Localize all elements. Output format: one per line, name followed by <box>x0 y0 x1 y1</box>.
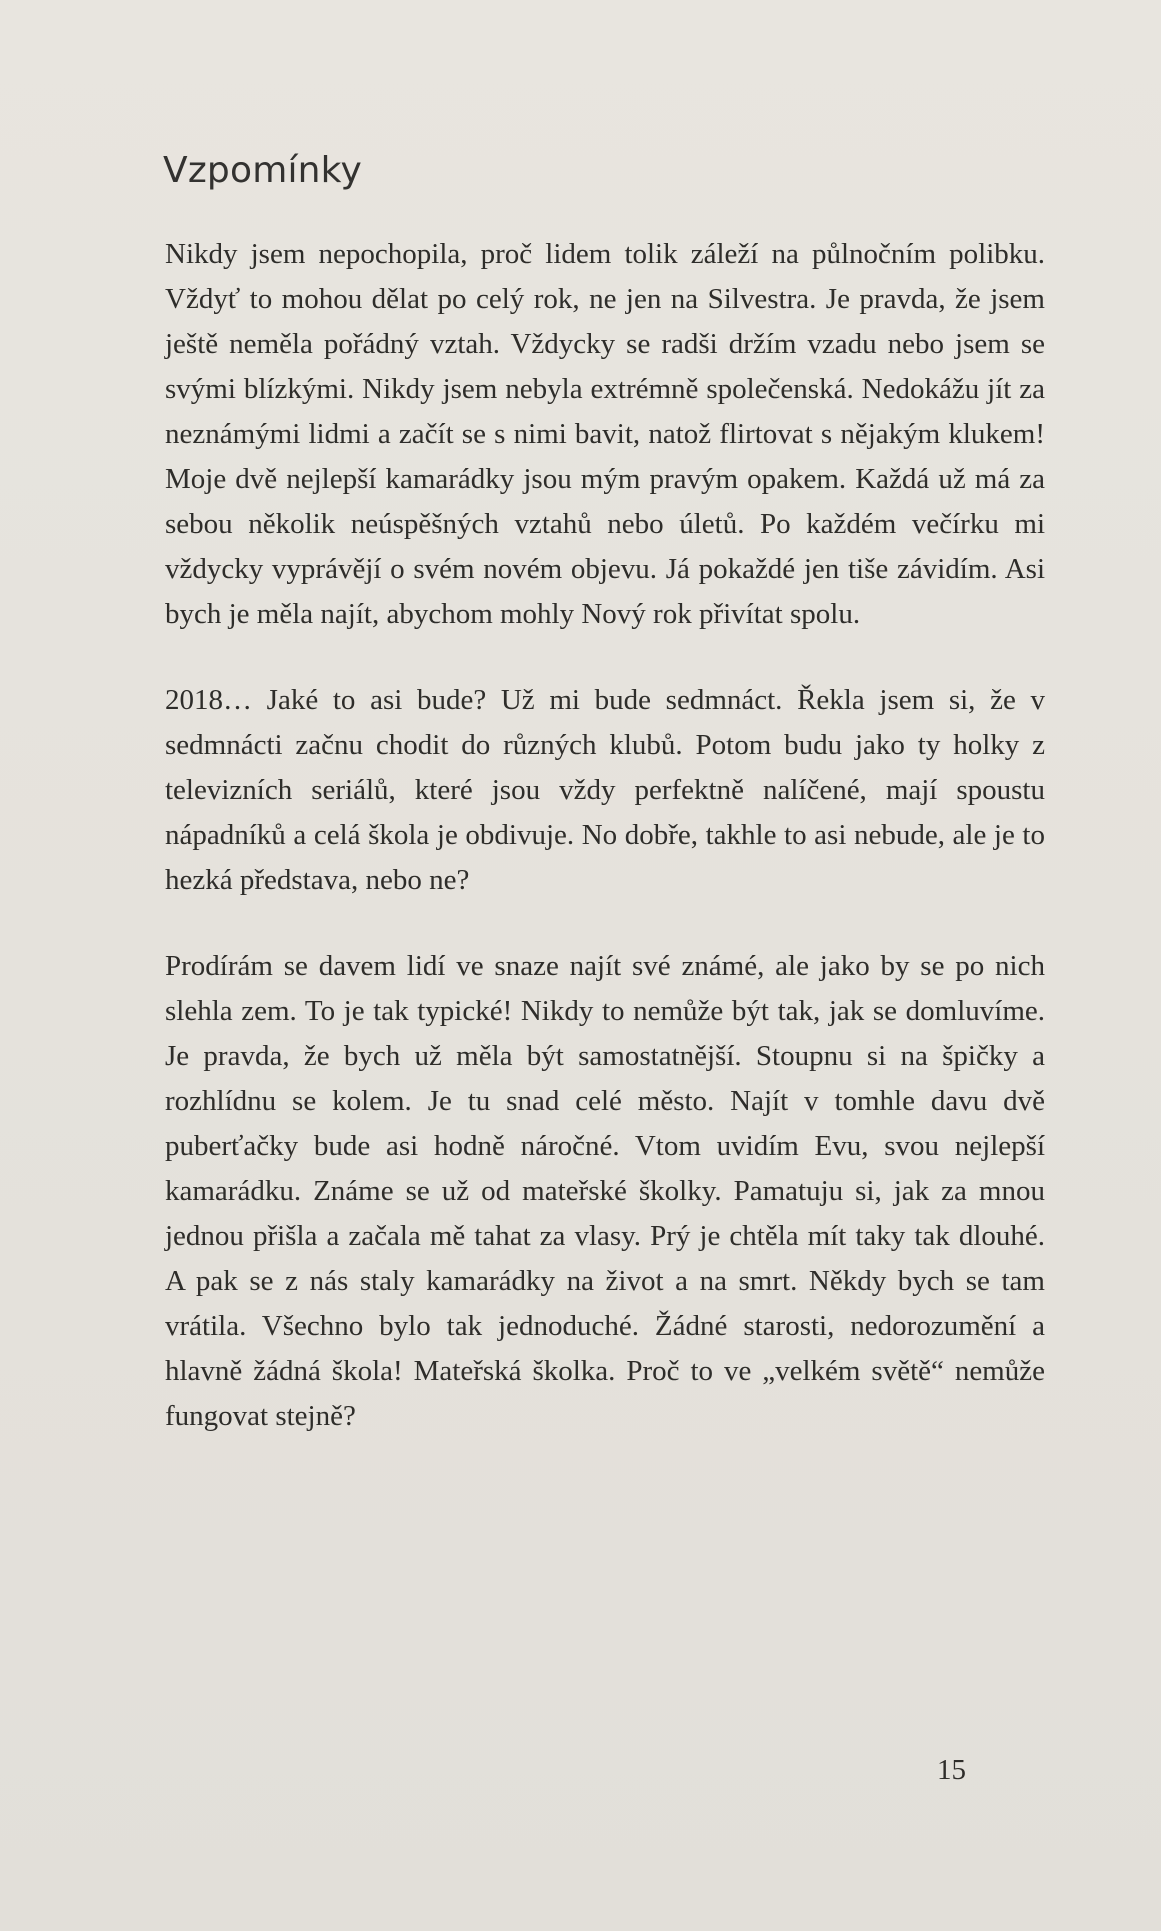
paragraph-1: Nikdy jsem nepochopila, proč lidem tolik záleží na půlnočním polibku. Vždyť to mohou dělat po celý rok, ne jen na Silvestra. Je pravda, že jsem ještě neměla pořádný vztah. Vždycky se radši držím vzadu nebo jsem se svými blízkými. Nikdy jsem nebyla extrémně společenská. Nedokážu jít za neznámými lidmi a začít se s nimi bavit, natož flirtovat s nějakým klukem! Moje dvě nejlepší kamarádky jsou mým pravým opakem. Každá už má za sebou několik neúspěšných vztahů nebo úletů. Po každém večírku mi vždycky vyprávějí o svém novém objevu. Já pokaždé jen tiše závidím. Asi bych je měla najít, abychom mohly Nový rok přivítat spolu. <box>165 238 1045 630</box>
paragraph-3: Prodírám se davem lidí ve snaze najít své známé, ale jako by se po nich slehla zem. To je tak typické! Nikdy to nemůže být tak, jak se domluvíme. Je pravda, že bych už měla být samostatnější. Stoupnu si na špičky a rozhlídnu se kolem. Je tu snad celé město. Najít v tomhle davu dvě puberťačky bude asi hodně náročné. Vtom uvidím Evu, svou nejlepší kamarádku. Známe se už od mateřské školky. Pamatuju si, jak za mnou jednou přišla a začala mě tahat za vlasy. Prý je chtěla mít taky tak dlouhé. A pak se z nás staly kamarádky na život a na smrt. Někdy bych se tam vrátila. Všechno bylo tak jednoduché. Žádné starosti, nedorozumění a hlavně žádná škola! Mateřská školka. Proč to ve „velkém světě“ nemůže fungovat stejně? <box>165 950 1045 1432</box>
chapter-title: Vzpomínky <box>163 150 362 191</box>
page-number: 15 <box>937 1754 966 1786</box>
paragraph-2: 2018… Jaké to asi bude? Už mi bude sedmnáct. Řekla jsem si, že v sedmnácti začnu chodit do různých klubů. Potom budu jako ty holky z televizních seriálů, které jsou vždy perfektně nalíčené, mají spoustu nápadníků a celá škola je obdivuje. No dobře, takhle to asi nebude, ale je to hezká představa, nebo ne? <box>165 684 1045 896</box>
body-text <box>165 232 1045 1439</box>
